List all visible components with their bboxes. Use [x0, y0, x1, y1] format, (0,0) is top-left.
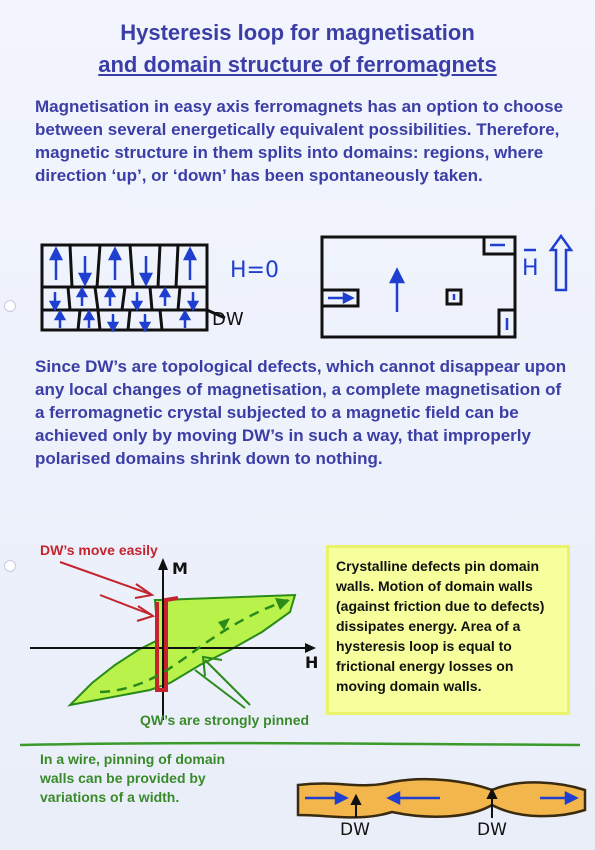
- m-axis-label: M: [172, 559, 188, 578]
- intro-paragraph: Magnetisation in easy axis ferromagnets has an option to choose between several energetically equivalent possibilities. Therefore, magnetic structure in them splits into domains: regions, where direction ‘up’, or ‘down’ has been spontaneously taken.: [35, 97, 564, 185]
- domain-wall-label: DW: [212, 309, 244, 330]
- wire-paragraph: In a wire, pinning of domain walls can be provided by variations of a width.: [40, 751, 226, 805]
- qw-pinned-label: QW’s are strongly pinned: [140, 712, 310, 728]
- page-title-line-2: and domain structure of ferromagnets: [98, 52, 497, 77]
- field-zero-label: H=0: [230, 258, 279, 283]
- dw-move-easily-label: DW’s move easily: [40, 542, 158, 558]
- field-h-label: H: [522, 256, 539, 281]
- pinning-note-text: Crystalline defects pin domain walls. Motion of domain walls (against friction due to defects) dissipates energy. Area of a hysteresis loop is equal to frictional energy losses on moving domain walls.: [336, 558, 545, 694]
- wire-dw-label-1: DW: [340, 820, 370, 840]
- topology-paragraph: Since DW’s are topological defects, which cannot disappear upon any local changes of magnetisation, a complete magnetisation of a ferromagnetic crystal subjected to a magnetic field can be achieved only by moving DW’s in such a way, that improperly polarised domains shrink down to nothing.: [35, 357, 567, 468]
- page-title-line-1: Hysteresis loop for magnetisation: [120, 20, 475, 45]
- wire-dw-label-2: DW: [477, 820, 507, 840]
- h-axis-label: H: [305, 653, 319, 672]
